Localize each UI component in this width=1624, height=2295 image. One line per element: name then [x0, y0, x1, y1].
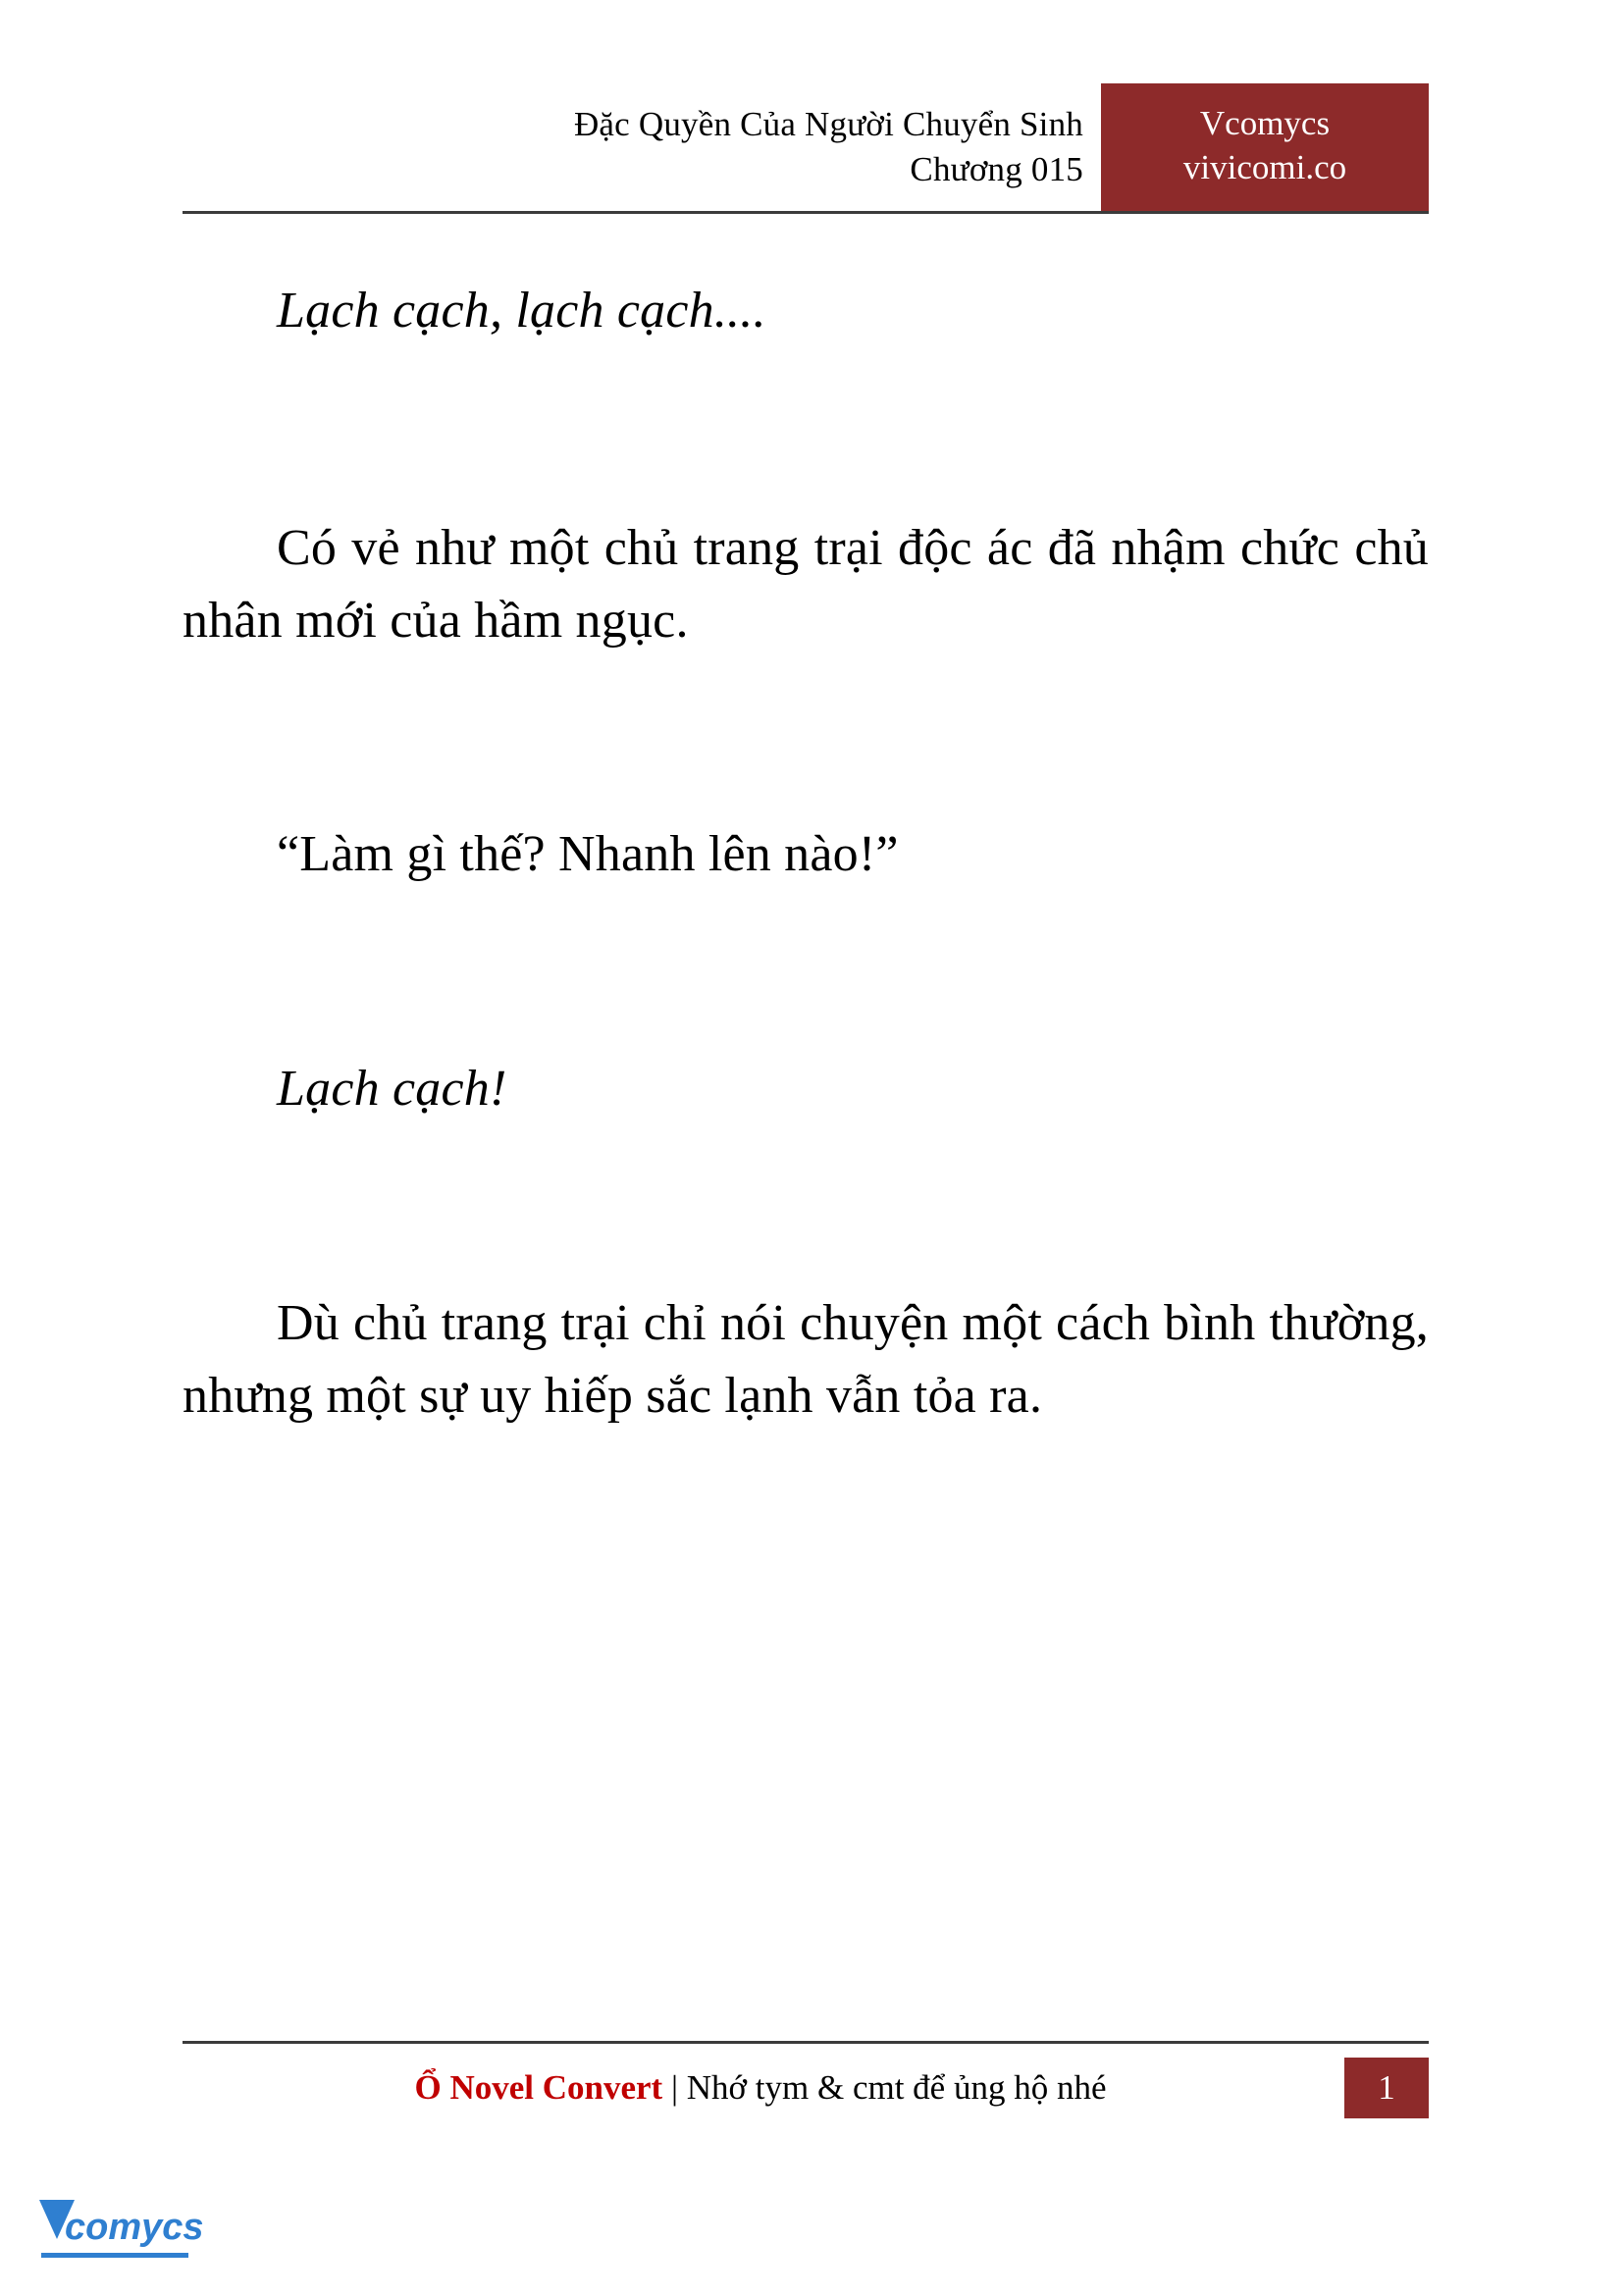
paragraph-1: Lạch cạch, lạch cạch....	[277, 283, 766, 339]
paragraph-5: Dù chủ trang trại chỉ nói chuyện một cách bình thường, nhưng một sự uy hiếp sắc lạnh vẫn tỏa ra.	[183, 1295, 1429, 1424]
header-brand-badge	[1101, 83, 1429, 211]
brand-site: vivicomi.co	[1182, 148, 1347, 186]
paragraph-3: “Làm gì thế? Nhanh lên nào!”	[277, 826, 899, 883]
footer-note: Nhớ tym & cmt để ủng hộ nhé	[686, 2068, 1107, 2107]
page-header	[183, 83, 1429, 216]
footer-separator: |	[670, 2068, 678, 2107]
page-number-badge: 1	[1344, 2058, 1429, 2118]
footer-row	[183, 2058, 1429, 2118]
paragraph-spacer	[183, 1125, 1429, 1287]
paragraph-4: Lạch cạch!	[277, 1061, 507, 1118]
brand-name: Vcomycs	[1199, 103, 1331, 142]
svg-text:comycs: comycs	[65, 2207, 204, 2248]
page-footer	[183, 2041, 1429, 2118]
chapter-label: Chương 015	[910, 150, 1083, 188]
paragraph-spacer	[183, 891, 1429, 1053]
paragraph-spacer	[183, 656, 1429, 818]
footer-divider	[183, 2041, 1429, 2044]
page-content	[183, 275, 1429, 1433]
novel-title: Đặc Quyền Của Người Chuyển Sinh	[573, 104, 1083, 143]
vcomycs-watermark-logo	[35, 2186, 271, 2270]
paragraph-spacer	[183, 347, 1429, 512]
header-row	[183, 83, 1429, 211]
footer-brand: Ổ Novel Convert	[414, 2068, 663, 2107]
paragraph-2: Có vẻ như một chủ trang trại độc ác đã nhậm chức chủ nhân mới của hầm ngục.	[183, 519, 1429, 649]
footer-credit	[183, 2058, 1344, 2118]
header-titles	[183, 83, 1101, 211]
header-divider	[183, 211, 1429, 214]
